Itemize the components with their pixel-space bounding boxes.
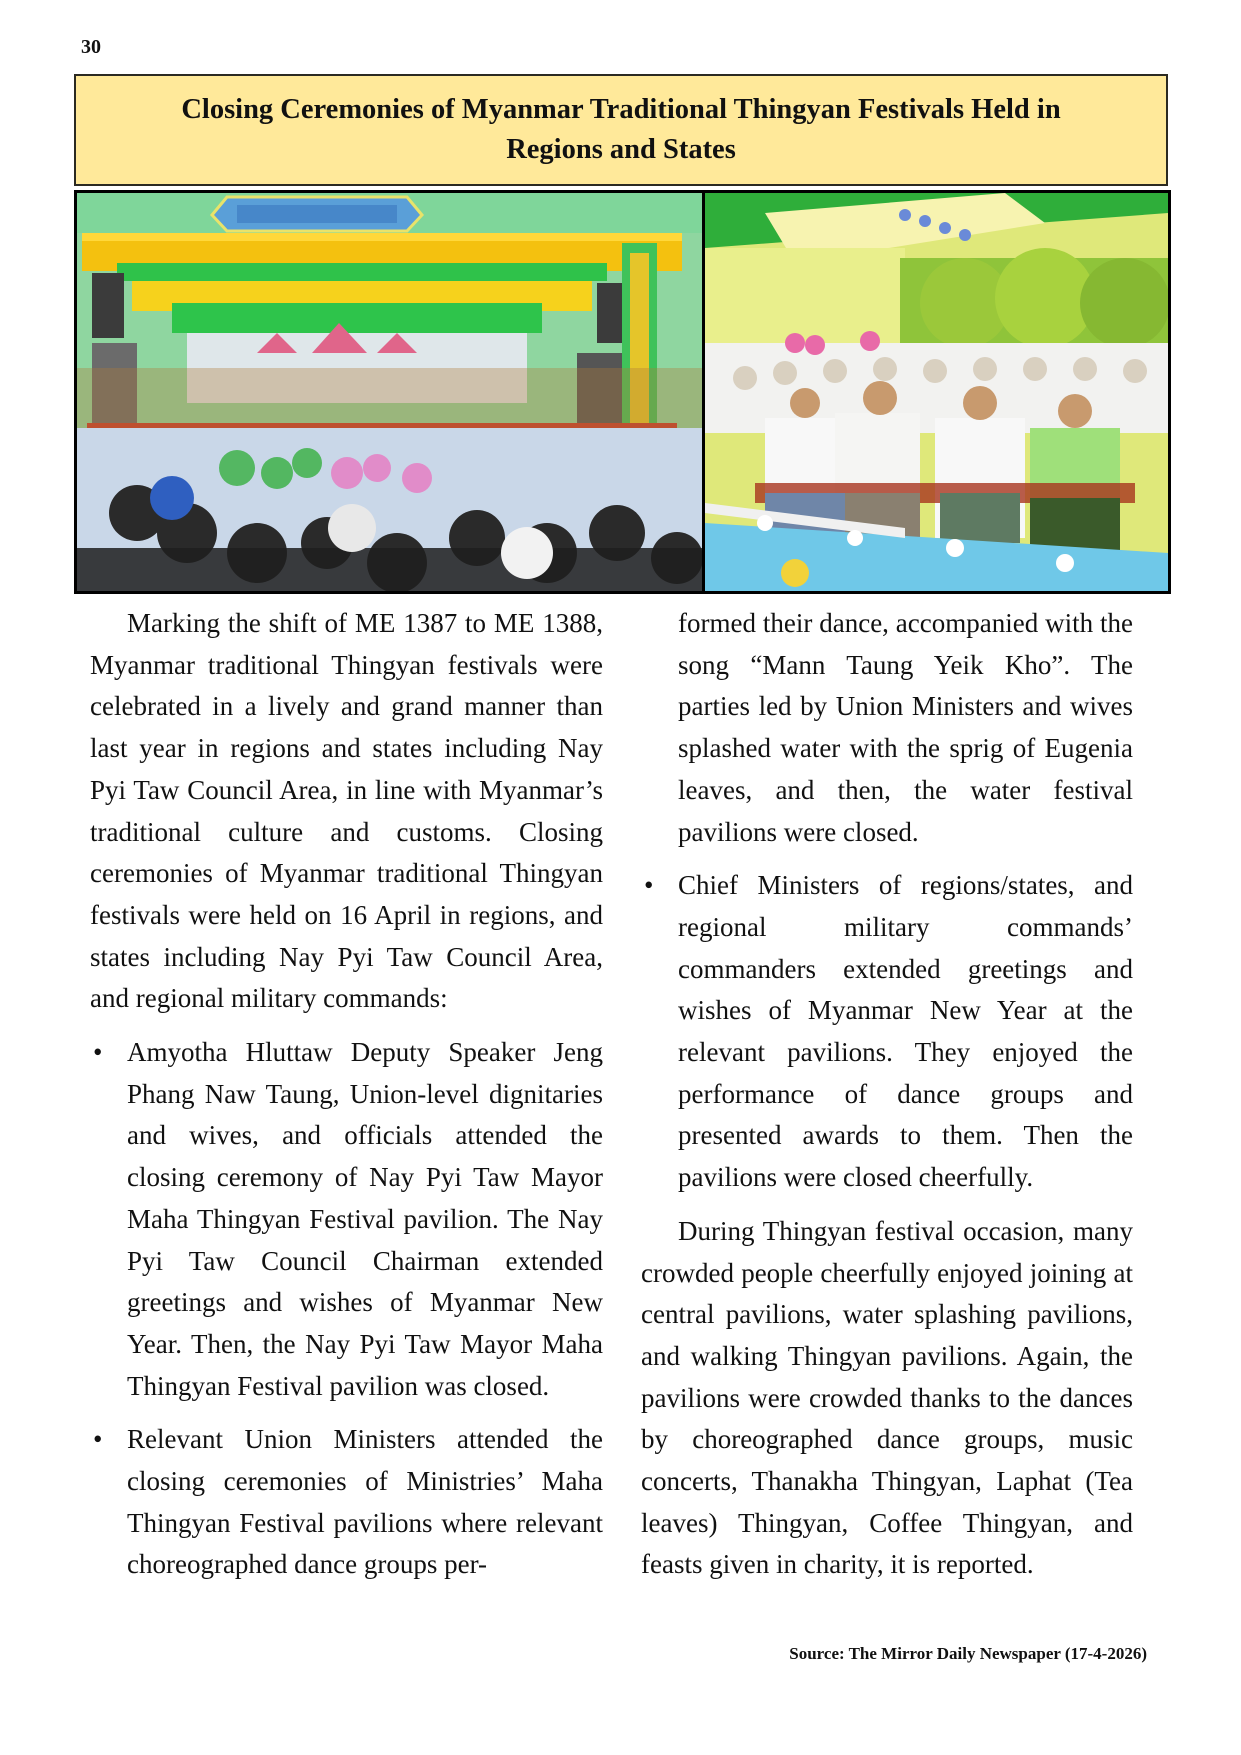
source-citation: Source: The Mirror Daily Newspaper (17-4-2026): [789, 1644, 1147, 1663]
festival-stage-dance-photo: [77, 193, 702, 591]
article-column-right: [641, 603, 1133, 1586]
bullet-list-continued: [641, 865, 1133, 1199]
article-title: Closing Ceremonies of Myanmar Traditional Thingyan Festivals Held in Regions and States: [181, 94, 1061, 165]
closing-paragraph: During Thingyan festival occasion, many crowded people cheerfully enjoyed joining at central pavilions, water splashing pavilions, and walking Thingyan pavilions. Again, the pavilions were crowded thanks to the dances by choreographed dance groups, music concerts, Thanakha Thingyan, Laphat (Tea leaves) Thingyan, Coffee Thingyan, and feasts given in charity, it is reported.: [641, 1215, 1133, 1580]
bullet-item-3: [641, 865, 1133, 1199]
officials-photo-illustration: [705, 193, 1168, 591]
article-column-left: [90, 603, 603, 1598]
bullet-icon: •: [644, 870, 654, 901]
article-title-box: [74, 74, 1168, 186]
bullet-icon: •: [93, 1424, 103, 1455]
intro-paragraph: Marking the shift of ME 1387 to ME 1388, Myanmar traditional Thingyan festivals were celebrated in a lively and grand manner than last year in regions and states including Nay Pyi Taw Council Area, in line with Myanmar’s traditional culture and customs. Closing ceremonies of Myanmar traditional Thingyan festivals were held on 16 April in regions, and states including Nay Pyi Taw Council Area, and regional military commands:: [90, 608, 603, 1014]
photo-frame: [74, 190, 1171, 594]
bullet-item-2: [90, 1419, 603, 1586]
stage-photo-illustration: [77, 193, 702, 591]
bullet-icon: •: [93, 1037, 103, 1068]
bullet-text: Relevant Union Ministers attended the closing ceremonies of Ministries’ Maha Thingyan Festival pavilions where relevant choreographed dance groups per-: [127, 1424, 603, 1580]
bullet-item-2-continued: formed their dance, accompanied with the song “Mann Taung Yeik Kho”. The parties led by Union Ministers and wives splashed water with the sprig of Eugenia leaves, and then, the water festival pavilions were closed.: [678, 608, 1133, 847]
officials-seated-photo: [705, 193, 1168, 591]
bullet-text: Chief Ministers of regions/states, and regional military commands’ commanders extended greetings and wishes of Myanmar New Year at the relevant pavilions. They enjoyed the performance of dance groups and presented awards to them. Then the pavilions were closed cheerfully.: [678, 870, 1133, 1193]
bullet-item-1: [90, 1032, 603, 1407]
page-number: 30: [81, 36, 101, 58]
bullet-list: [90, 1032, 603, 1586]
bullet-text: Amyotha Hluttaw Deputy Speaker Jeng Phang Naw Taung, Union-level dignitaries and wives, and officials attended the closing ceremony of Nay Pyi Taw Mayor Maha Thingyan Festival pavilion. The Nay Pyi Taw Council Chairman extended greetings and wishes of Myanmar New Year. Then, the Nay Pyi Taw Mayor Maha Thingyan Festival pavilion was closed.: [127, 1037, 603, 1401]
